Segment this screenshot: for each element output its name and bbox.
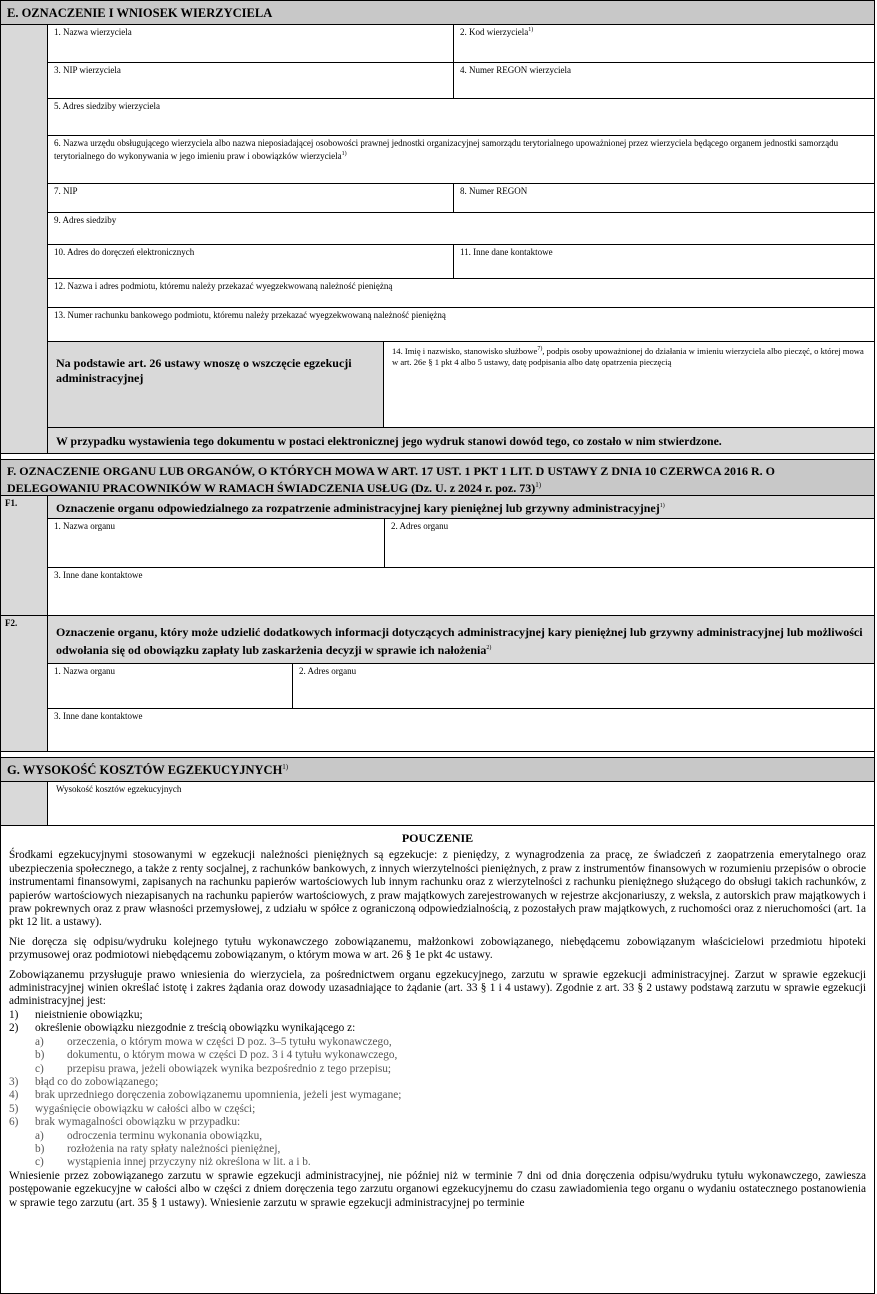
section-g-title [1, 758, 874, 782]
office-name-label: 6. Nazwa urzędu obsługującego wierzyciela albo nazwa nieposiadającej osobowości prawnej jednostki organizacyjnej samorządu terytorialnego upoważnionej przez wierzyciela będącego organem jednostki samorządu terytorialnego do wykonywania w jego imieniu praw i obowiązków wierzyciela [54, 138, 839, 161]
enforcement-costs-label: Wysokość kosztów egzekucyjnych [56, 784, 182, 794]
signature-label-b: , podpis osoby upoważnionej do działania w imieniu wierzyciela albo pieczęć, o której mowa w art. 26e § 1 pkt 4 albo 5 ustawy, datę podpisania albo datę opatrzenia pieczęcią [392, 345, 864, 367]
office-nip-field[interactable] [48, 184, 454, 213]
signature-label-a: 14. Imię i nazwisko, stanowisko służbowe [392, 345, 538, 356]
list-number: 1) [9, 1008, 19, 1021]
f1-organ-name-field[interactable] [48, 519, 385, 568]
sub-list-text: dokumentu, o którym mowa w części D poz. 3 i 4 tytułu wykonawczego, [67, 1049, 398, 1062]
footnote-ref: 1) [282, 763, 289, 771]
list-text: brak uprzedniego doręczenia zobowiązanemu upomnienia, jeżeli jest wymagane; [35, 1089, 402, 1102]
f2-heading [48, 616, 874, 664]
list-number: 4) [9, 1089, 19, 1102]
electronic-address-label: 10. Adres do doręczeń elektronicznych [54, 247, 195, 257]
sub-list-letter: b) [35, 1049, 45, 1062]
list-item [9, 1089, 866, 1102]
sub-list-text: przepisu prawa, jeżeli obowiązek wynika bezpośrednio z tego przepisu; [67, 1062, 392, 1075]
sub-list-text: orzeczenia, o którym mowa w części D poz. 3–5 tytułu wykonawczego, [67, 1035, 392, 1048]
creditor-regon-field[interactable] [454, 63, 874, 99]
sub-list-item [9, 1130, 866, 1143]
f2-organ-address-label: 2. Adres organu [299, 666, 357, 676]
f1-organ-address-field[interactable] [385, 519, 874, 568]
list-text: nieistnienie obowiązku; [35, 1008, 143, 1021]
office-address-field[interactable] [48, 213, 874, 245]
creditor-address-label: 5. Adres siedziby wierzyciela [54, 101, 160, 111]
creditor-code-field[interactable] [454, 25, 874, 63]
instructions-paragraph-3: Zobowiązanemu przysługuje prawo wniesienia do wierzyciela, za pośrednictwem organu egzekucyjnego, zarzutu w sprawie egzekucji administracyjnej. Zarzut w sprawie egzekucji administracyjnej winien określać istotę i zakres żądania oraz dowody uzasadniające to żądanie (art. 33 § 1 i 4 ustawy). Zgodnie z art. 33 § 2 ustawy podstawą zarzutu w sprawie egzekucji administracyjnej jest: [9, 968, 866, 1008]
office-regon-label: 8. Numer REGON [460, 186, 528, 196]
list-item [9, 1116, 866, 1129]
footnote-ref: 7) [537, 346, 543, 352]
f2-organ-address-field[interactable] [293, 664, 874, 709]
footnote-ref: 1) [341, 151, 347, 157]
electronic-address-field[interactable] [48, 245, 454, 279]
section-e-title: E. OZNACZENIE I WNIOSEK WIERZYCIELA [1, 1, 874, 25]
sub-list-letter: c) [35, 1156, 44, 1169]
sub-list-item [9, 1049, 866, 1062]
f1-other-contact-label: 3. Inne dane kontaktowe [54, 570, 143, 580]
instructions-paragraph-4: Wniesienie przez zobowiązanego zarzutu w sprawie egzekucji administracyjnej, nie później niż w terminie 7 dni od dnia doręczenia odpisu/wydruku tytułu wykonawczego, zawiesza postępowanie egzekucyjne w całości albo w części z dniem doręczenia tego zarzutu organowi egzekucyjnemu do czasu zawiadomienia tego organu o wydaniu ostatecznego postanowienia w sprawie tego zarzutu (art. 35 § 1 ustawy). Wniesienie zarzutu w sprawie egzekucji administracyjnej po terminie [9, 1169, 866, 1209]
list-number: 6) [9, 1116, 19, 1129]
list-text: określenie obowiązku niezgodnie z treścią obowiązku wynikającego z: [35, 1022, 356, 1035]
section-g-title-text: G. WYSOKOŚĆ KOSZTÓW EGZEKUCYJNYCH [7, 763, 283, 778]
enforcement-request-text: Na podstawie art. 26 ustawy wnoszę o wszczęcie egzekucji administracyjnej [48, 342, 384, 427]
section-g-body [1, 782, 874, 826]
f1-heading-text: Oznaczenie organu odpowiedzialnego za rozpatrzenie administracyjnej kary pieniężnej lub grzywny administracyjnej [56, 501, 660, 515]
creditor-address-field[interactable] [48, 99, 874, 136]
f2-other-contact-label: 3. Inne dane kontaktowe [54, 711, 143, 721]
bank-account-label: 13. Numer rachunku bankowego podmiotu, któremu należy przekazać wyegzekwowaną należność pieniężną [54, 310, 446, 320]
sub-list-text: wystąpienia innej przyczyny niż określona w lit. a i b. [67, 1156, 311, 1169]
office-name-field[interactable] [48, 136, 874, 184]
sub-list-item [9, 1143, 866, 1156]
f1-other-contact-field[interactable] [48, 568, 874, 615]
sub-list-letter: b) [35, 1142, 45, 1155]
recipient-entity-label: 12. Nazwa i adres podmiotu, któremu należy przekazać wyegzekwowaną należność pieniężną [54, 281, 393, 291]
instructions-paragraph-1: Środkami egzekucyjnymi stosowanymi w egzekucji należności pieniężnych są egzekucje: z pieniędzy, z wynagrodzenia za pracę, ze świadczeń z zaopatrzenia emerytalnego oraz ubezpieczenia społecznego, a także z renty socjalnej, z rachunków bankowych, z innych wierzytelności pieniężnych, z praw z instrumentów finansowych w rozumieniu przepisów o obrocie instrumentami finansowymi, zapisanych na rachunku papierów wartościowych lub innym rachunku oraz z wierzytelności z rachunku pieniężnego służącego do obsługi takich rachunków, z papierów wartościowych niezapisanych na rachunku papierów wartościowych, z praw majątkowych zarejestrowanych w rejestrze akcjonariuszy, z weksla, z autorskich praw majątkowych i praw pokrewnych oraz z praw własności przemysłowej, z udziału w spółce z ograniczoną odpowiedzialnością, z pozostałych praw majątkowych, z ruchomości oraz z nieruchomości (art. 1a pkt 12 lit. a ustawy). [9, 849, 866, 929]
footnote-ref: 2) [486, 645, 492, 651]
list-text: brak wymagalności obowiązku w przypadku: [35, 1116, 241, 1129]
sub-list-text: odroczenia terminu wykonania obowiązku, [67, 1129, 263, 1142]
creditor-name-label: 1. Nazwa wierzyciela [54, 27, 132, 37]
list-item [9, 1022, 866, 1035]
footnote-ref: 1) [659, 503, 665, 509]
sub-list-letter: a) [35, 1035, 44, 1048]
sub-list-letter: c) [35, 1062, 44, 1075]
list-number: 2) [9, 1022, 19, 1035]
creditor-name-field[interactable] [48, 25, 454, 63]
f1-organ-name-label: 1. Nazwa organu [54, 521, 116, 531]
bank-account-field[interactable] [48, 308, 874, 342]
f2-label: F2. [1, 616, 48, 751]
sub-list-item [9, 1036, 866, 1049]
f1-heading [48, 496, 874, 519]
other-contact-label: 11. Inne dane kontaktowe [460, 247, 553, 257]
creditor-nip-label: 3. NIP wierzyciela [54, 65, 121, 75]
sub-list-text: rozłożenia na raty spłaty należności pieniężnej, [67, 1142, 281, 1155]
section-f2 [1, 616, 874, 752]
footnote-ref: 1) [535, 481, 542, 489]
list-item [9, 1009, 866, 1022]
list-item [9, 1076, 866, 1089]
sub-list-letter: a) [35, 1129, 44, 1142]
instructions-paragraph-2: Nie doręcza się odpisu/wydruku kolejnego tytułu wykonawczego zobowiązanemu, małżonkowi zobowiązanego, niebędącemu zobowiązanym właścicielowi przedmiotu hipoteki przymusowej oraz podmiotowi niebędącemu zobowiązanym, o którym mowa w art. 26 § 1e pkt 4c ustawy. [9, 935, 866, 962]
f1-label: F1. [1, 496, 48, 615]
office-nip-label: 7. NIP [54, 186, 78, 196]
section-e-margin [1, 25, 48, 453]
section-f-title [1, 460, 874, 496]
list-number: 3) [9, 1075, 19, 1088]
f2-organ-name-field[interactable] [48, 664, 293, 709]
list-text: wygaśnięcie obowiązku w całości albo w części; [35, 1102, 256, 1115]
footnote-ref: 1) [528, 27, 534, 33]
sub-list-item [9, 1063, 866, 1076]
office-address-label: 9. Adres siedziby [54, 215, 117, 225]
instructions-section [1, 826, 874, 1222]
other-contact-field[interactable] [454, 245, 874, 279]
instructions-title: POUCZENIE [401, 831, 474, 845]
enforcement-costs-field[interactable] [48, 782, 874, 825]
recipient-entity-field[interactable] [48, 279, 874, 308]
f2-heading-text: Oznaczenie organu, który może udzielić dodatkowych informacji dotyczących administracyjnej kary pieniężnej lub grzywny administracyjnej lub możliwości odwołania się od obowiązku zapłaty lub zaskarżenia decyzji w sprawie ich nałożenia [56, 625, 863, 657]
section-f1 [1, 496, 874, 616]
list-item [9, 1103, 866, 1116]
f2-other-contact-field[interactable] [48, 709, 874, 751]
list-text: błąd co do zobowiązanego; [35, 1075, 159, 1088]
f2-organ-name-label: 1. Nazwa organu [54, 666, 116, 676]
section-e-body [1, 25, 874, 454]
electronic-print-note: W przypadku wystawienia tego dokumentu w postaci elektronicznej jego wydruk stanowi dowód tego, co zostało w nim stwierdzone. [56, 434, 722, 448]
creditor-code-label: 2. Kod wierzyciela [460, 27, 529, 37]
list-number: 5) [9, 1102, 19, 1115]
section-g-margin [1, 782, 48, 825]
creditor-nip-field[interactable] [48, 63, 454, 99]
section-f-title-text: F. OZNACZENIE ORGANU LUB ORGANÓW, O KTÓRYCH MOWA W ART. 17 UST. 1 PKT 1 LIT. D USTAWY Z DNIA 10 CZERWCA 2016 R. O DELEGOWANIU PRACOWNIKÓW W RAMACH ŚWIADCZENIA USŁUG (Dz. U. z 2024 r. poz. 73) [7, 464, 775, 495]
f1-organ-address-label: 2. Adres organu [391, 521, 449, 531]
signature-field[interactable] [384, 342, 874, 427]
sub-list-item [9, 1156, 866, 1169]
office-regon-field[interactable] [454, 184, 874, 213]
creditor-regon-label: 4. Numer REGON wierzyciela [460, 65, 571, 75]
